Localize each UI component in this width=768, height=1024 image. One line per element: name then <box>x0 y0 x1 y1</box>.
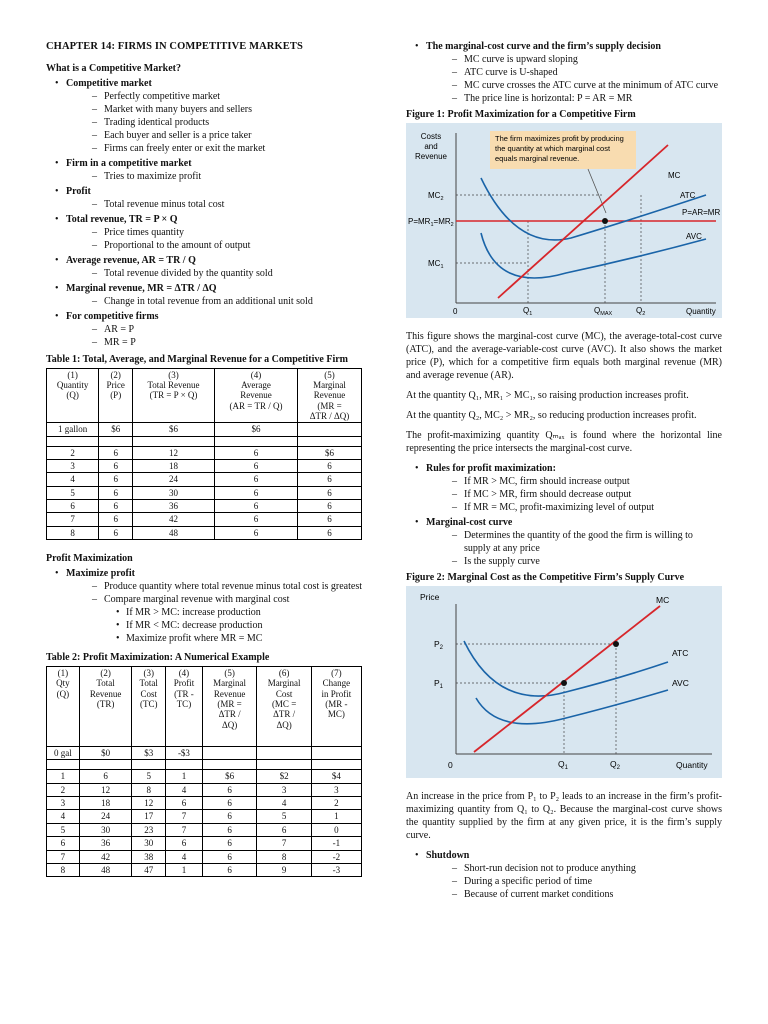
table-cell: 6 <box>214 446 297 459</box>
table-cell: 6 <box>214 473 297 486</box>
fig1-ylabel-2: and <box>424 142 438 151</box>
table-cell: 6 <box>99 513 133 526</box>
rules-bullets <box>406 462 722 568</box>
fig1-qmax-label: $Q_{MAX}$ <box>594 306 613 317</box>
profit-max-subitems <box>66 606 362 645</box>
table-cell: 38 <box>132 850 166 863</box>
table-cell: 42 <box>133 513 215 526</box>
table-cell: 8 <box>47 863 80 876</box>
table-cell: 30 <box>132 837 166 850</box>
explanation-paragraph: This figure shows the marginal-cost curve (MC), the average-total-cost curve (ATC), and the average-variable-cost curve (AVC). It also shows the market price (P), which for a competitive firm equals both marginal revenue (MR) and average revenue (AR). <box>406 331 722 381</box>
table-cell: 30 <box>79 823 132 836</box>
fig1-q2-label: $Q_2$ <box>636 306 646 317</box>
profit-max-items <box>66 580 362 606</box>
concept-subitem: – Trading identical products <box>66 116 362 129</box>
table-row <box>47 850 362 863</box>
table-cell: 6 <box>202 823 257 836</box>
concept-bullet <box>46 213 362 252</box>
concept-subitems <box>66 267 362 280</box>
fig1-mc1-label: $MC_1$ <box>428 259 444 270</box>
table-header-cell: (6) Marginal Cost (MC = ΔTR / ΔQ) <box>257 667 312 747</box>
fig2-origin: 0 <box>448 760 453 770</box>
fig2-point-p1 <box>561 680 567 686</box>
figure2-explanation: An increase in the price from P₁ to P₂ leads to an increase in the firm’s profit-maximizing quantity from Q₁ to Q₂. Because the marginal-cost curve shows the quantity supplied by the firm at any given price, it is the firm’s supply curve. <box>406 791 722 841</box>
table-cell: 6 <box>214 500 297 513</box>
table-cell: 4 <box>47 810 80 823</box>
table-header-cell: (4) Profit (TR - TC) <box>166 667 203 747</box>
table-cell: 6 <box>99 473 133 486</box>
table-cell: 9 <box>257 863 312 876</box>
table-cell: 7 <box>47 513 99 526</box>
table-spacer-cell <box>47 436 99 446</box>
table-cell: 6 <box>47 837 80 850</box>
table-cell: 0 <box>311 823 361 836</box>
explanation-paragraph: At the quantity Q₂, MC₂ > MR₂, so reducing production increases profit. <box>406 410 697 421</box>
table-row <box>47 747 362 760</box>
fig1-intersection-point <box>602 218 608 224</box>
table-cell: 1 gallon <box>47 423 99 436</box>
fig2-xlabel: Quantity <box>676 760 708 770</box>
concept-subitem: – Change in total revenue from an additional unit sold <box>66 295 362 308</box>
rule-item: – If MR > MC, firm should increase output <box>426 475 722 488</box>
fig2-mc-label: MC <box>656 595 670 605</box>
table-header-cell: (3) Total Revenue (TR = P × Q) <box>133 368 215 423</box>
concept-bullets <box>46 77 362 349</box>
rule-item: – If MR = MC, profit-maximizing level of output <box>426 501 722 514</box>
concept-bullet-head: Marginal revenue, MR = ΔTR / ΔQ <box>66 282 217 294</box>
fig1-xlabel: Quantity <box>686 307 716 316</box>
supply-decision-bullets <box>406 40 722 105</box>
concept-subitem: – Firms can freely enter or exit the market <box>66 142 362 155</box>
shutdown-bullet <box>406 849 722 901</box>
mc-curve-items <box>426 529 722 568</box>
table-row <box>47 460 362 473</box>
table-row <box>47 526 362 539</box>
rules-items <box>426 475 722 514</box>
table-cell: 24 <box>133 473 215 486</box>
table-cell: 6 <box>99 500 133 513</box>
table-spacer-row <box>47 436 362 446</box>
supply-decision-items <box>426 53 722 105</box>
table-cell: 4 <box>166 850 203 863</box>
table-spacer-row <box>47 760 362 770</box>
table-spacer-cell <box>99 436 133 446</box>
table-cell: 48 <box>79 863 132 876</box>
table-cell: 24 <box>79 810 132 823</box>
table-row <box>47 500 362 513</box>
table-cell: 4 <box>257 797 312 810</box>
mc-curve-bullet <box>406 516 722 568</box>
fig1-mc2-label: $MC_2$ <box>428 191 444 202</box>
table-cell <box>298 423 362 436</box>
concept-subitem: – Perfectly competitive market <box>66 90 362 103</box>
table-cell: 6 <box>99 460 133 473</box>
concept-subitem: – Tries to maximize profit <box>66 170 362 183</box>
table-cell: 23 <box>132 823 166 836</box>
concept-bullet-head: Firm in a competitive market <box>66 157 192 169</box>
table-cell: 3 <box>47 797 80 810</box>
table-header-cell: (3) Total Cost (TC) <box>132 667 166 747</box>
table-cell: 12 <box>133 446 215 459</box>
table-cell: 6 <box>298 486 362 499</box>
table-cell: 4 <box>166 783 203 796</box>
table-cell: 8 <box>257 850 312 863</box>
table-header-cell: (4) Average Revenue (AR = TR / Q) <box>214 368 297 423</box>
table-cell: $2 <box>257 770 312 783</box>
fig2-p2-label: $P_2$ <box>434 639 444 651</box>
table-row <box>47 837 362 850</box>
table-cell: 6 <box>298 460 362 473</box>
table-row <box>47 823 362 836</box>
profit-max-heading: Profit Maximization <box>46 553 133 565</box>
concept-subitems <box>66 323 362 349</box>
concept-subitems <box>66 170 362 183</box>
table-row <box>47 810 362 823</box>
table-cell: 6 <box>202 797 257 810</box>
table-cell: 8 <box>47 526 99 539</box>
chapter-title: CHAPTER 14: FIRMS IN COMPETITIVE MARKETS <box>46 41 303 52</box>
table-cell: 6 <box>298 513 362 526</box>
table-row <box>47 486 362 499</box>
fig1-atc-label: ATC <box>680 191 696 200</box>
table-cell: 1 <box>311 810 361 823</box>
shutdown-item: – During a specific period of time <box>426 875 722 888</box>
table-cell: 6 <box>99 526 133 539</box>
table-spacer-cell <box>202 760 257 770</box>
profit-max-bullet <box>46 567 362 645</box>
concept-subitem: – Price times quantity <box>66 226 362 239</box>
supply-decision-item: – MC curve crosses the ATC curve at the minimum of ATC curve <box>426 79 722 92</box>
table-cell: 3 <box>257 783 312 796</box>
fig2-atc-label: ATC <box>672 648 689 658</box>
table-cell: 3 <box>47 460 99 473</box>
figure2-caption: Figure 2: Marginal Cost as the Competitive Firm’s Supply Curve <box>406 572 685 583</box>
concept-bullet-head: Competitive market <box>66 77 152 89</box>
table-header-cell: (5) Marginal Revenue (MR = ΔTR / ΔQ) <box>202 667 257 747</box>
mc-curve-item: – Is the supply curve <box>426 555 722 568</box>
table-cell: 0 gal <box>47 747 80 760</box>
supply-decision-item: – MC curve is upward sloping <box>426 53 722 66</box>
concept-bullet <box>46 282 362 308</box>
table-spacer-cell <box>47 760 80 770</box>
rules-head: Rules for profit maximization: <box>426 463 556 474</box>
table-spacer-cell <box>133 436 215 446</box>
concept-bullet <box>46 77 362 155</box>
table-cell: 7 <box>166 810 203 823</box>
table-cell: 6 <box>214 513 297 526</box>
fig1-ylabel-3: Revenue <box>414 152 448 161</box>
table-spacer-cell <box>214 436 297 446</box>
fig1-q1-label: $Q_1$ <box>523 306 533 317</box>
table-cell: 6 <box>99 486 133 499</box>
table-cell: 1 <box>166 770 203 783</box>
table-cell: 42 <box>79 850 132 863</box>
table1-revenue <box>46 368 362 540</box>
table-cell: 6 <box>202 837 257 850</box>
table-cell: 6 <box>298 473 362 486</box>
concept-bullet <box>46 185 362 211</box>
table-cell: 18 <box>133 460 215 473</box>
fig1-avc-label: AVC <box>686 232 702 241</box>
table-cell: $6 <box>133 423 215 436</box>
figure1-explanation <box>406 330 722 455</box>
fig2-point-p2 <box>613 641 619 647</box>
rule-item: – If MC > MR, firm should decrease output <box>426 488 722 501</box>
shutdown-items <box>426 862 722 901</box>
table-row <box>47 513 362 526</box>
table-cell: 7 <box>47 850 80 863</box>
table-header-cell: (2) Total Revenue (TR) <box>79 667 132 747</box>
table-cell: 1 <box>47 770 80 783</box>
table-row <box>47 770 362 783</box>
left-column <box>46 40 362 877</box>
table-cell: $3 <box>132 747 166 760</box>
table-header-cell: (5) Marginal Revenue (MR = ΔTR / ΔQ) <box>298 368 362 423</box>
fig1-price-left-label: $P=MR_1=MR_2$ <box>408 217 454 228</box>
table-cell: 36 <box>79 837 132 850</box>
table-cell: 6 <box>166 797 203 810</box>
table-cell <box>202 747 257 760</box>
concept-subitem: – AR = P <box>66 323 362 336</box>
supply-decision-item: – The price line is horizontal: P = AR = MR <box>426 92 722 105</box>
table-cell: $6 <box>214 423 297 436</box>
table-cell: 5 <box>47 823 80 836</box>
table-cell: 18 <box>79 797 132 810</box>
table-cell: 5 <box>132 770 166 783</box>
table2-caption: Table 2: Profit Maximization: A Numerical Example <box>46 652 270 664</box>
fig1-note-2: the quantity at which marginal cost <box>495 144 611 153</box>
table-cell: 6 <box>47 500 99 513</box>
table-cell: $6 <box>298 446 362 459</box>
table-cell: $4 <box>311 770 361 783</box>
table-cell: 6 <box>202 783 257 796</box>
shutdown-head: Shutdown <box>426 850 470 861</box>
mc-curve-head: Marginal-cost curve <box>426 517 513 528</box>
table-cell: 6 <box>214 460 297 473</box>
table-cell: -2 <box>311 850 361 863</box>
profit-max-bullet-label: Maximize profit <box>66 568 135 580</box>
table-cell: 36 <box>133 500 215 513</box>
table-cell: 6 <box>166 837 203 850</box>
figure1-chart <box>406 123 722 318</box>
concept-subitems <box>66 198 362 211</box>
table-cell: 47 <box>132 863 166 876</box>
table1-caption: Table 1: Total, Average, and Marginal Revenue for a Competitive Firm <box>46 353 349 365</box>
explanation-paragraph: The profit-maximizing quantity Qₘₐₓ is found where the horizontal line representing the price intersects the marginal-cost curve. <box>406 430 722 454</box>
profit-max-subitem: • If MR > MC: increase production <box>66 606 362 619</box>
table-cell: -3 <box>311 863 361 876</box>
table-header-cell: (7) Change in Profit (MR - MC) <box>311 667 361 747</box>
table-cell: 12 <box>132 797 166 810</box>
table-cell: $6 <box>202 770 257 783</box>
table-cell: -$3 <box>166 747 203 760</box>
table-cell: 6 <box>214 526 297 539</box>
fig1-price-right-label: P=AR=MR <box>682 208 721 217</box>
table-row <box>47 863 362 876</box>
table-cell: 1 <box>166 863 203 876</box>
profit-max-item: – Produce quantity where total revenue minus total cost is greatest <box>66 580 362 593</box>
table-cell <box>311 747 361 760</box>
table-cell: 12 <box>79 783 132 796</box>
table-cell: 4 <box>47 473 99 486</box>
concept-bullet <box>46 310 362 349</box>
table-cell: 6 <box>99 446 133 459</box>
table-cell: 6 <box>298 526 362 539</box>
figure2-chart <box>406 586 722 778</box>
table-row <box>47 473 362 486</box>
table-spacer-cell <box>257 760 312 770</box>
table-cell: $0 <box>79 747 132 760</box>
concept-bullet <box>46 157 362 183</box>
profit-max-subitem: • Maximize profit where MR = MC <box>66 632 362 645</box>
table-cell: 6 <box>298 500 362 513</box>
table-cell: 5 <box>257 810 312 823</box>
table-cell: 6 <box>214 486 297 499</box>
table2-profit-example <box>46 666 362 877</box>
fig1-note-1: The firm maximizes profit by producing <box>495 134 624 143</box>
table-cell: 3 <box>311 783 361 796</box>
shutdown-item: – Because of current market conditions <box>426 888 722 901</box>
fig2-q2-label: $Q_2$ <box>610 759 620 771</box>
table-cell: 7 <box>257 837 312 850</box>
fig1-ylabel-1: Costs <box>420 132 442 141</box>
table-cell: 6 <box>257 823 312 836</box>
table-spacer-cell <box>166 760 203 770</box>
section-heading: What is a Competitive Market? <box>46 62 181 74</box>
fig2-p1-label: $P_1$ <box>434 678 444 690</box>
concept-subitem: – MR = P <box>66 336 362 349</box>
table-header-cell: (1) Quantity (Q) <box>47 368 99 423</box>
table-header-cell: (1) Qty (Q) <box>47 667 80 747</box>
table-row <box>47 797 362 810</box>
concept-bullet-head: For competitive firms <box>66 310 159 322</box>
table-cell: 8 <box>132 783 166 796</box>
table-cell: 5 <box>47 486 99 499</box>
supply-decision-bullet <box>406 40 722 105</box>
concept-subitem: – Each buyer and seller is a price taker <box>66 129 362 142</box>
concept-bullet-head: Average revenue, AR = TR / Q <box>66 254 196 266</box>
profit-max-item: – Compare marginal revenue with marginal cost <box>66 593 362 606</box>
table-cell: 2 <box>47 783 80 796</box>
shutdown-bullets <box>406 849 722 901</box>
table-spacer-cell <box>132 760 166 770</box>
table-cell: 7 <box>166 823 203 836</box>
table-cell: $6 <box>99 423 133 436</box>
mc-curve-item: – Determines the quantity of the good the firm is willing to supply at any price <box>426 529 722 555</box>
table-spacer-cell <box>311 760 361 770</box>
concept-subitems <box>66 226 362 252</box>
concept-subitems <box>66 295 362 308</box>
concept-bullet <box>46 254 362 280</box>
table-header-cell: (2) Price (P) <box>99 368 133 423</box>
table-cell: 6 <box>202 810 257 823</box>
table-cell: 48 <box>133 526 215 539</box>
table-cell <box>257 747 312 760</box>
profit-max-bullets <box>46 567 362 645</box>
concept-subitems <box>66 90 362 155</box>
table-cell: 2 <box>47 446 99 459</box>
concept-subitem: – Total revenue divided by the quantity sold <box>66 267 362 280</box>
table-cell: 2 <box>311 797 361 810</box>
rules-bullet <box>406 462 722 514</box>
shutdown-item: – Short-run decision not to produce anything <box>426 862 722 875</box>
concept-bullet-head: Profit <box>66 185 91 197</box>
table-cell: -1 <box>311 837 361 850</box>
table-spacer-cell <box>79 760 132 770</box>
fig2-avc-label: AVC <box>672 678 689 688</box>
table-row <box>47 446 362 459</box>
concept-subitem: – Proportional to the amount of output <box>66 239 362 252</box>
figure1-caption: Figure 1: Profit Maximization for a Competitive Firm <box>406 109 636 120</box>
fig2-q1-label: $Q_1$ <box>558 759 568 771</box>
supply-decision-item: – ATC curve is U-shaped <box>426 66 722 79</box>
table-cell: 6 <box>202 850 257 863</box>
table-cell: 6 <box>79 770 132 783</box>
table-cell: 30 <box>133 486 215 499</box>
concept-subitem: – Market with many buyers and sellers <box>66 103 362 116</box>
right-column <box>406 40 722 903</box>
table-cell: 17 <box>132 810 166 823</box>
fig1-origin: 0 <box>453 307 458 316</box>
explanation-paragraph: At the quantity Q₁, MR₁ > MC₁, so raising production increases profit. <box>406 390 689 401</box>
table-row <box>47 783 362 796</box>
fig1-note-3: equals marginal revenue. <box>495 154 580 163</box>
supply-decision-head: The marginal-cost curve and the firm’s supply decision <box>426 41 661 52</box>
fig1-mc-label: MC <box>668 171 681 180</box>
fig2-ylabel: Price <box>420 592 440 602</box>
concept-subitem: – Total revenue minus total cost <box>66 198 362 211</box>
table-cell: 6 <box>202 863 257 876</box>
profit-max-subitem: • If MR < MC: decrease production <box>66 619 362 632</box>
table-spacer-cell <box>298 436 362 446</box>
table-row <box>47 423 362 436</box>
concept-bullet-head: Total revenue, TR = P × Q <box>66 213 178 225</box>
